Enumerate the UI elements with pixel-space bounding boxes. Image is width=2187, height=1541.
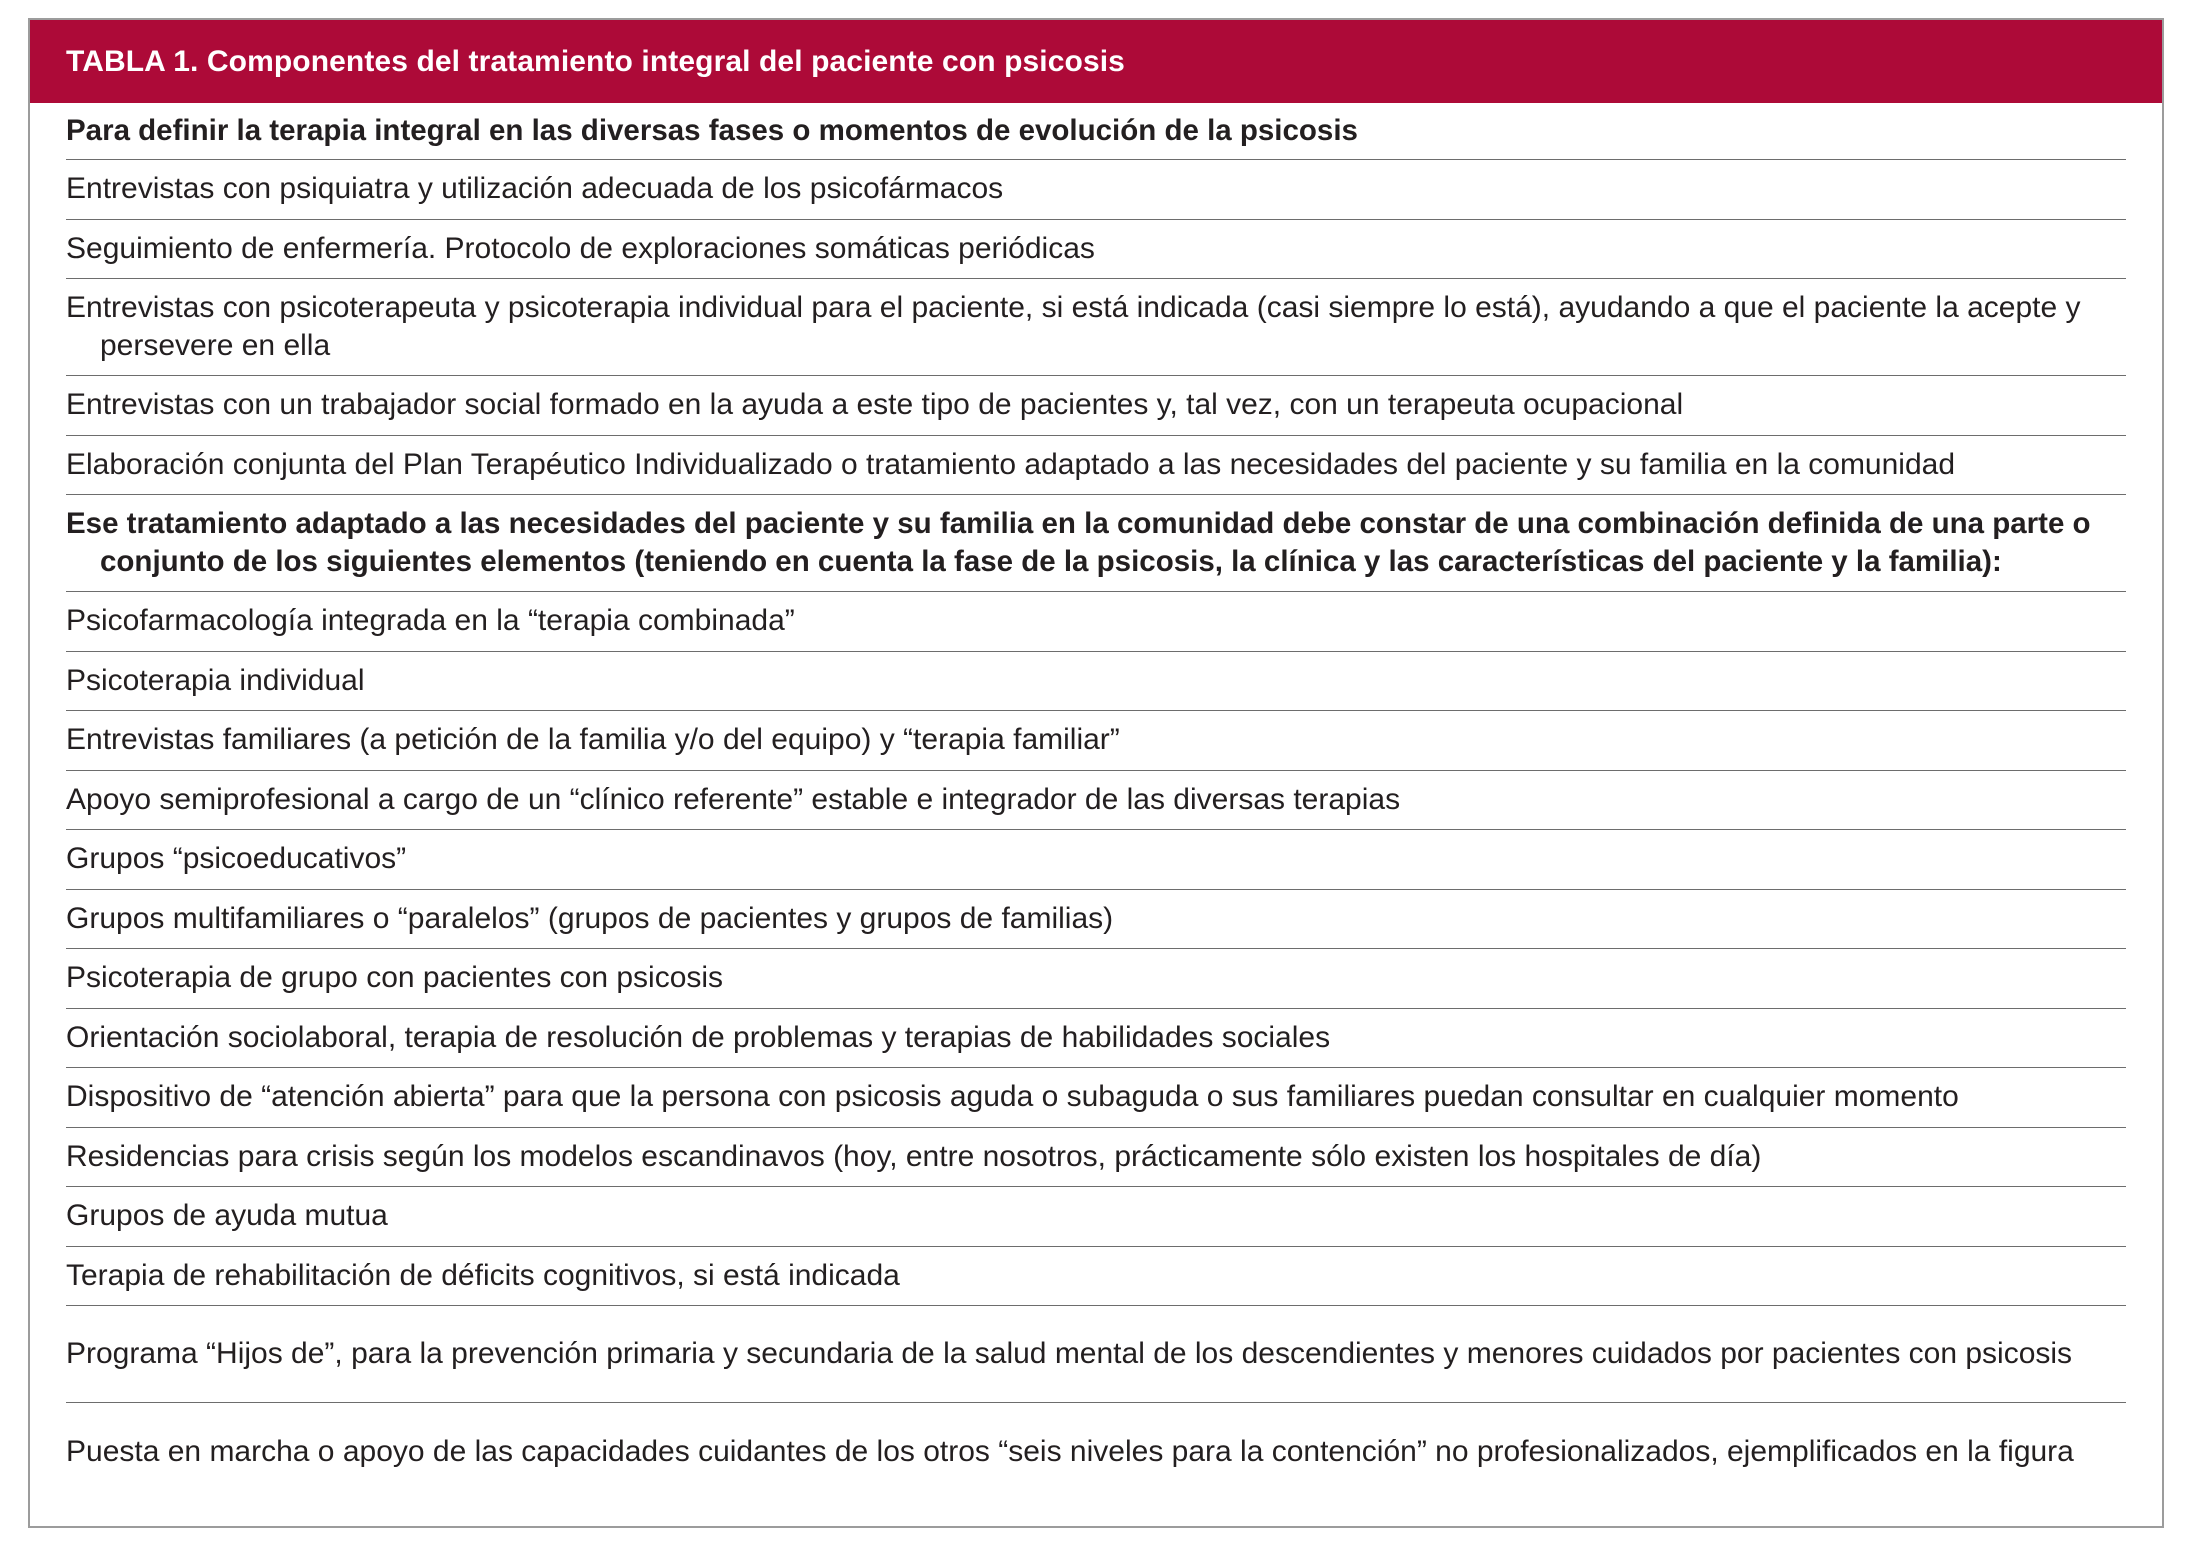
table-row: Elaboración conjunta del Plan Terapéutico Individualizado o tratamiento adaptado a las necesidades del paciente y su familia en la comunidad <box>66 436 2126 496</box>
table-row: Grupos multifamiliares o “paralelos” (grupos de pacientes y grupos de familias) <box>66 890 2126 950</box>
table-row: Entrevistas con psiquiatra y utilización adecuada de los psicofármacos <box>66 160 2126 220</box>
table-row: Terapia de rehabilitación de déficits cognitivos, si está indicada <box>66 1247 2126 1307</box>
table-row: Psicoterapia de grupo con pacientes con psicosis <box>66 949 2126 1009</box>
table-row: Seguimiento de enfermería. Protocolo de exploraciones somáticas periódicas <box>66 220 2126 280</box>
table-row: Programa “Hijos de”, para la prevención primaria y secundaria de la salud mental de los descendientes y menores cuidados por pacientes con psicosis <box>66 1306 2126 1403</box>
table-row: Entrevistas con psicoterapeuta y psicoterapia individual para el paciente, si está indicada (casi siempre lo está), ayudando a que el paciente la acepte y persevere en ella <box>66 279 2126 376</box>
table-row: Entrevistas con un trabajador social formado en la ayuda a este tipo de pacientes y, tal vez, con un terapeuta ocupacional <box>66 376 2126 436</box>
table-frame <box>28 18 2164 1528</box>
table-row: Residencias para crisis según los modelos escandinavos (hoy, entre nosotros, prácticamente sólo existen los hospitales de día) <box>66 1128 2126 1188</box>
table-row: Grupos “psicoeducativos” <box>66 830 2126 890</box>
table-row: Dispositivo de “atención abierta” para que la persona con psicosis aguda o subaguda o sus familiares puedan consultar en cualquier momento <box>66 1068 2126 1128</box>
table-row-section-heading: Para definir la terapia integral en las diversas fases o momentos de evolución de la psicosis <box>66 103 2126 160</box>
table-row: Puesta en marcha o apoyo de las capacidades cuidantes de los otros “seis niveles para la contención” no profesionalizados, ejemplificados en la figura <box>66 1435 2074 1468</box>
table-row: Apoyo semiprofesional a cargo de un “clínico referente” estable e integrador de las diversas terapias <box>66 771 2126 831</box>
table-row-section-heading: Ese tratamiento adaptado a las necesidades del paciente y su familia en la comunidad debe constar de una combinación definida de una parte o conjunto de los siguientes elementos (teniendo en cuenta la fase de la psicosis, la clínica y las características del paciente y la familia): <box>66 495 2126 592</box>
table-header <box>30 20 2162 103</box>
table-row: Entrevistas familiares (a petición de la familia y/o del equipo) y “terapia familiar” <box>66 711 2126 771</box>
table-body <box>66 103 2126 1526</box>
table-row: Grupos de ayuda mutua <box>66 1187 2126 1247</box>
table-title: TABLA 1. Componentes del tratamiento integral del paciente con psicosis <box>66 44 1125 78</box>
table-row: Orientación sociolaboral, terapia de resolución de problemas y terapias de habilidades sociales <box>66 1009 2126 1069</box>
table-row: Psicofarmacología integrada en la “terapia combinada” <box>66 592 2126 652</box>
table-row: Psicoterapia individual <box>66 652 2126 712</box>
